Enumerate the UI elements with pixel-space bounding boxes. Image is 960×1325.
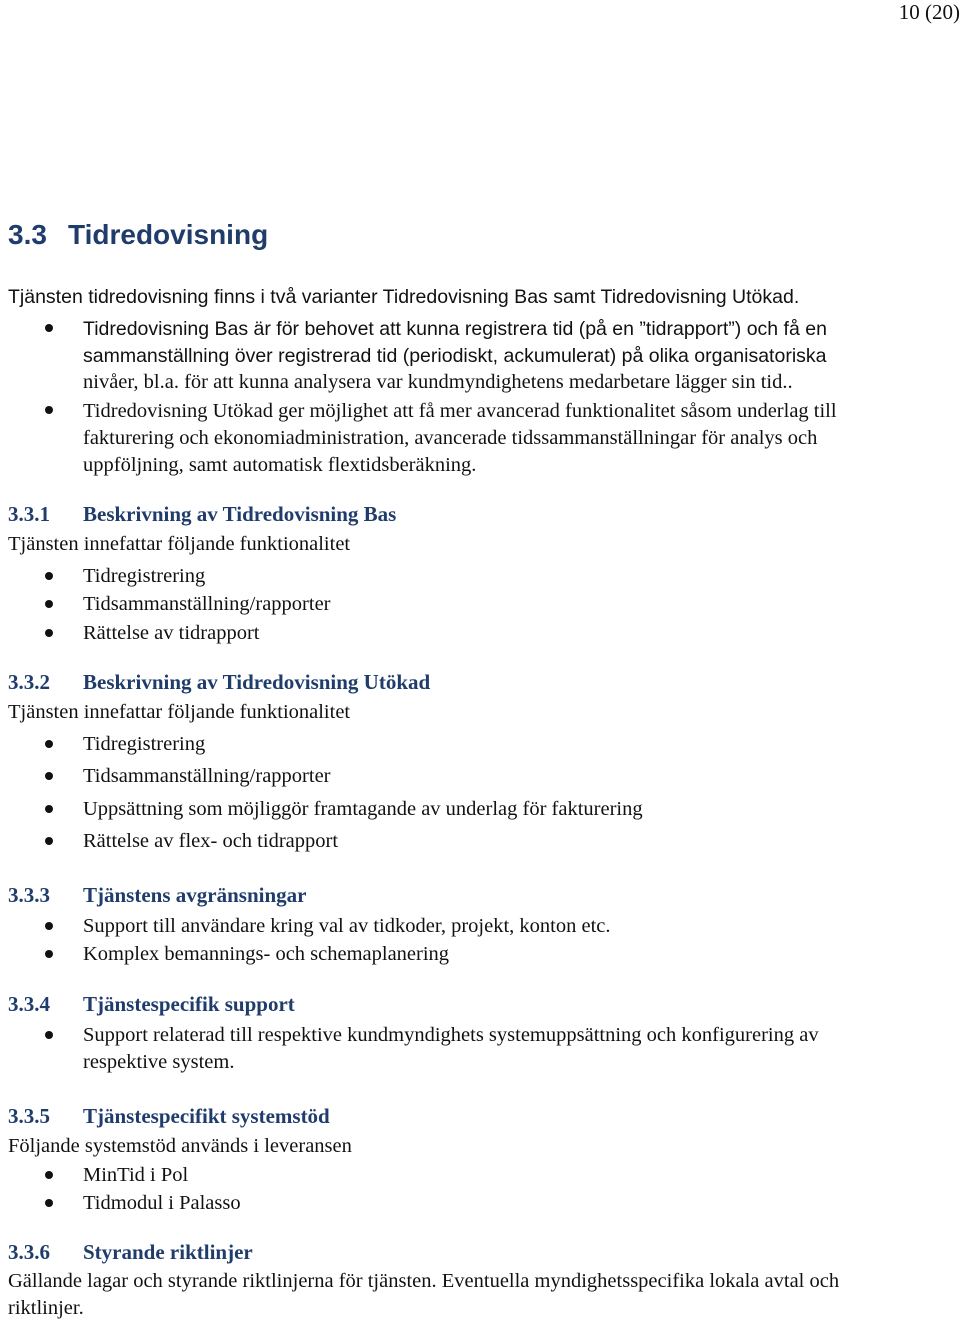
subsection-title: Tjänstespecifikt systemstöd — [83, 1104, 330, 1128]
subsection-title: Tjänstespecifik support — [83, 992, 295, 1016]
bullet-icon — [45, 324, 53, 332]
subsection-title: Beskrivning av Tidredovisning Utökad — [83, 670, 431, 694]
subsection-number: 3.3.5 — [8, 1104, 50, 1128]
list-item: Komplex bemannings- och schemaplanering — [83, 943, 450, 965]
body-line: riktlinjer. — [8, 1297, 84, 1319]
subsection-title: Tjänstens avgränsningar — [83, 883, 307, 907]
bullet-icon — [45, 406, 53, 414]
body-line: Gällande lagar och styrande riktlinjerna för tjänsten. Eventuella myndighetsspecifika lokala avtal och — [8, 1270, 840, 1292]
list-item-line: Support relaterad till respektive kundmyndighets systemuppsättning och konfigurering av — [83, 1024, 819, 1046]
bullet-icon — [45, 922, 53, 930]
list-item: MinTid i Pol — [83, 1164, 189, 1186]
subsection-heading — [8, 883, 306, 908]
page-number: 10 (20) — [898, 0, 960, 24]
list-item-line: respektive system. — [83, 1051, 235, 1073]
subsection-number: 3.3.3 — [8, 883, 50, 907]
subsection-intro: Tjänsten innefattar följande funktionalitet — [8, 701, 351, 723]
bullet-icon — [45, 1199, 53, 1207]
bullet-line: nivåer, bl.a. för att kunna analysera var kundmyndighetens medarbetare lägger sin tid.. — [83, 371, 793, 393]
bullet-icon — [45, 1171, 53, 1179]
subsection-intro: Följande systemstöd används i leveransen — [8, 1135, 352, 1157]
subsection-heading — [8, 502, 396, 527]
bullet-icon — [45, 600, 53, 608]
subsection-title: Beskrivning av Tidredovisning Bas — [83, 502, 397, 526]
list-item: Tidregistrering — [83, 565, 206, 587]
list-item: Uppsättning som möjliggör framtagande av underlag för fakturering — [83, 798, 643, 820]
subsection-heading — [8, 670, 430, 695]
section-intro: Tjänsten tidredovisning finns i två varianter Tidredovisning Bas samt Tidredovisning Utökad. — [8, 286, 800, 308]
bullet-icon — [45, 837, 53, 845]
list-item: Rättelse av tidrapport — [83, 622, 260, 644]
subsection-number: 3.3.1 — [8, 502, 50, 526]
subsection-number: 3.3.2 — [8, 670, 50, 694]
list-item: Tidsammanställning/rapporter — [83, 593, 331, 615]
section-heading — [8, 219, 268, 251]
bullet-line: sammanställning över registrerad tid (periodiskt, ackumulerat) på olika organisatoriska — [83, 345, 827, 367]
bullet-line: fakturering och ekonomiadministration, avancerade tidssammanställningar för analys och — [83, 427, 818, 449]
subsection-title: Styrande riktlinjer — [83, 1240, 253, 1264]
bullet-icon — [45, 1031, 53, 1039]
subsection-number: 3.3.4 — [8, 992, 50, 1016]
subsection-heading — [8, 992, 295, 1017]
subsection-number: 3.3.6 — [8, 1240, 50, 1264]
bullet-icon — [45, 950, 53, 958]
bullet-icon — [45, 805, 53, 813]
list-item: Tidsammanställning/rapporter — [83, 765, 331, 787]
subsection-heading — [8, 1104, 330, 1129]
section-number: 3.3 — [8, 219, 47, 250]
list-item: Tidregistrering — [83, 733, 206, 755]
section-title: Tidredovisning — [68, 219, 269, 250]
bullet-icon — [45, 772, 53, 780]
bullet-icon — [45, 740, 53, 748]
bullet-line: Tidredovisning Utökad ger möjlighet att få mer avancerad funktionalitet såsom underlag till — [83, 400, 837, 422]
list-item: Tidmodul i Palasso — [83, 1192, 241, 1214]
bullet-line: uppföljning, samt automatisk flextidsberäkning. — [83, 454, 477, 476]
list-item: Support till användare kring val av tidkoder, projekt, konton etc. — [83, 915, 611, 937]
subsection-heading — [8, 1240, 253, 1265]
list-item: Rättelse av flex- och tidrapport — [83, 830, 339, 852]
bullet-icon — [45, 572, 53, 580]
bullet-line: Tidredovisning Bas är för behovet att kunna registrera tid (på en ”tidrapport”) och få en — [83, 318, 827, 340]
subsection-intro: Tjänsten innefattar följande funktionalitet — [8, 533, 351, 555]
bullet-icon — [45, 629, 53, 637]
